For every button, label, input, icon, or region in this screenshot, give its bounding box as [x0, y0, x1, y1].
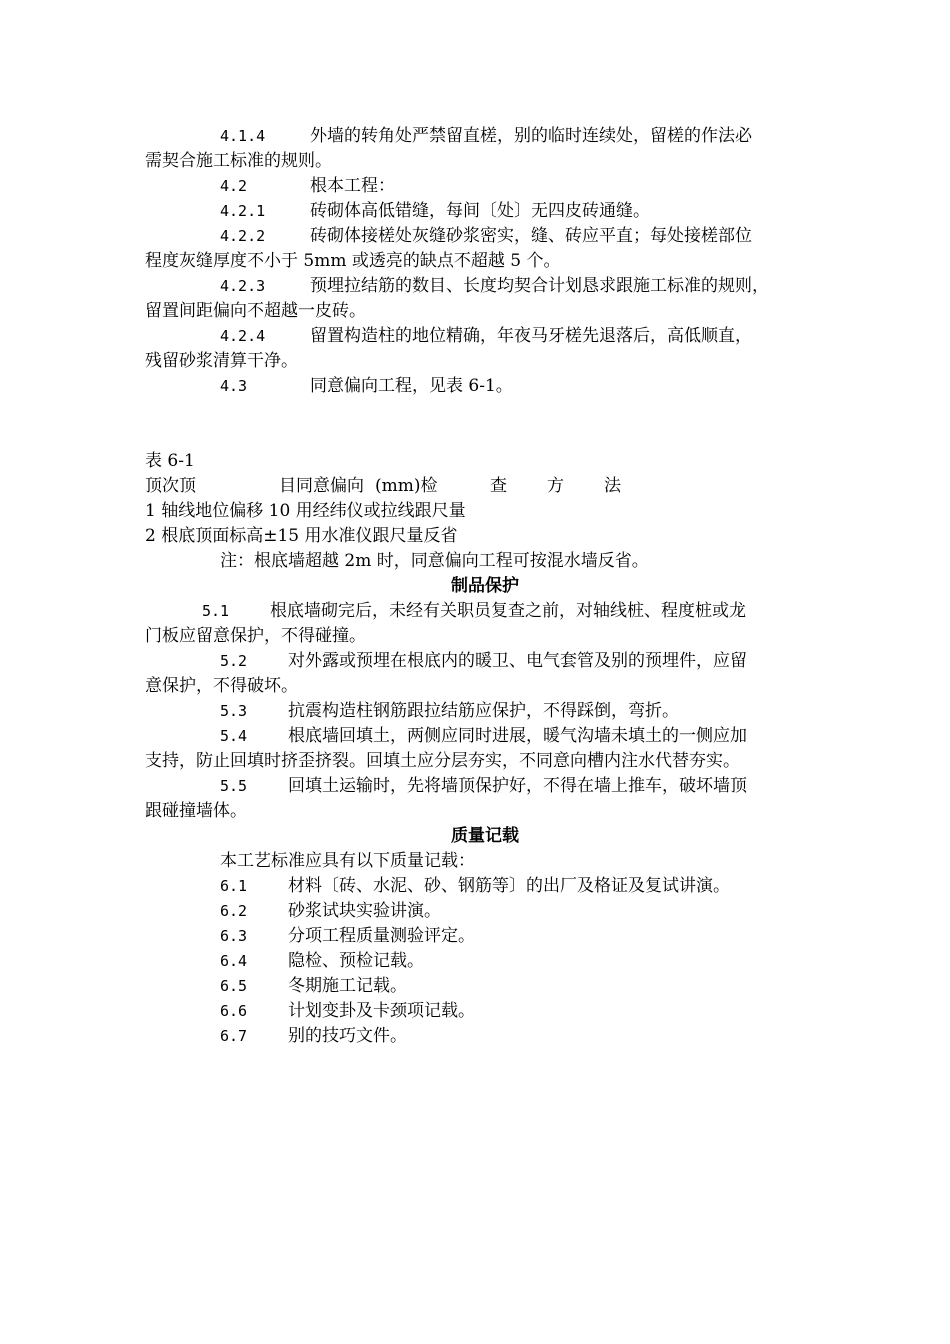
- para-5-5: 5.5 回填土运输时，先将墙顶保护好，不得在墙上推车，破坏墙顶: [220, 776, 747, 796]
- table-header-cell: 方: [547, 476, 564, 496]
- table-header-cell: 目同意偏向: [279, 476, 364, 496]
- table-header-cell: 顶次顶: [145, 476, 196, 496]
- para-5-3: 5.3 抗震构造柱钢筋跟拉结筋应保护，不得踩倒，弯折。: [220, 701, 679, 721]
- table-row: 1 轴线地位偏移 10 用经纬仪或拉线跟尺量: [145, 501, 466, 521]
- para-5-2: 5.2 对外露或预埋在根底内的暖卫、电气套管及别的预埋件，应留: [220, 651, 747, 671]
- para-4-2-3: 4.2.3 预埋拉结筋的数目、长度均契合计划恳求跟施工标准的规则，: [220, 276, 769, 296]
- list-item: 6.2 砂浆试块实验讲演。: [220, 901, 441, 921]
- table-header-cell: (mm)检: [375, 476, 438, 496]
- para-4-2-3-cont: 留置间距偏向不超越一皮砖。: [145, 301, 366, 321]
- spacer: [145, 399, 825, 449]
- table-note: 注：根底墙超越 2m 时，同意偏向工程可按混水墙反省。: [220, 551, 649, 571]
- para-5-4-cont: 支持，防止回填时挤歪挤裂。回填土应分层夯实，不同意向槽内注水代替夯实。: [145, 751, 740, 771]
- para-4-2-4: 4.2.4 留置构造柱的地位精确，年夜马牙槎先退落后，高低顺直，: [220, 326, 752, 346]
- list-item: 6.7 别的技巧文件。: [220, 1026, 407, 1046]
- table-row: 2 根底顶面标高±15 用水准仪跟尺量反省: [145, 526, 458, 546]
- table-title: 表 6-1: [145, 451, 195, 471]
- para-5-2-cont: 意保护，不得破坏。: [145, 676, 298, 696]
- section-5: [145, 574, 825, 824]
- para-5-1-cont: 门板应留意保护，不得碰撞。: [145, 626, 366, 646]
- table-6-1: [145, 449, 825, 574]
- list-item: 6.4 隐检、预检记载。: [220, 951, 424, 971]
- list-item: 6.6 计划变卦及卡颈项记载。: [220, 1001, 475, 1021]
- para-5-1: 5.1 根底墙砌完后，未经有关职员复查之前，对轴线桩、程度桩或龙: [202, 601, 746, 621]
- list-item: 6.3 分项工程质量测验评定。: [220, 926, 475, 946]
- para-4-2-4-cont: 残留砂浆清算干净。: [145, 351, 298, 371]
- section-heading: 制品保护: [451, 576, 519, 596]
- section-intro: 本工艺标准应具有以下质量记载：: [220, 851, 475, 871]
- section-6: [145, 824, 825, 1049]
- table-header-cell: 查: [490, 476, 507, 496]
- para-4-2-1: 4.2.1 砖砌体高低错缝，每间〔处〕无四皮砖通缝。: [220, 201, 650, 221]
- list-item: 6.1 材料〔砖、水泥、砂、钢筋等〕的出厂及格证及复试讲演。: [220, 876, 730, 896]
- table-header: [145, 474, 825, 499]
- document-page: [145, 124, 825, 1049]
- para-4-3: 4.3 同意偏向工程，见表 6-1。: [220, 376, 513, 396]
- section-heading: 质量记载: [451, 826, 519, 846]
- para-5-4: 5.4 根底墙回填土，两侧应同时进展，暖气沟墙未填土的一侧应加: [220, 726, 747, 746]
- list-item: 6.5 冬期施工记载。: [220, 976, 407, 996]
- para-4-1-4: 4.1.4 外墙的转角处严禁留直槎，别的临时连续处，留槎的作法必: [220, 126, 752, 146]
- para-4-2-2: 4.2.2 砖砌体接槎处灰缝砂浆密实，缝、砖应平直；每处接槎部位: [220, 226, 752, 246]
- para-4-2: 4.2 根本工程：: [220, 176, 395, 196]
- para-5-5-cont: 跟碰撞墙体。: [145, 801, 247, 821]
- table-header-cell: 法: [604, 476, 621, 496]
- section-4: [145, 124, 825, 399]
- para-4-2-2-cont: 程度灰缝厚度不小于 5mm 或透亮的缺点不超越 5 个。: [145, 251, 561, 271]
- para-4-1-4-cont: 需契合施工标准的规则。: [145, 151, 332, 171]
